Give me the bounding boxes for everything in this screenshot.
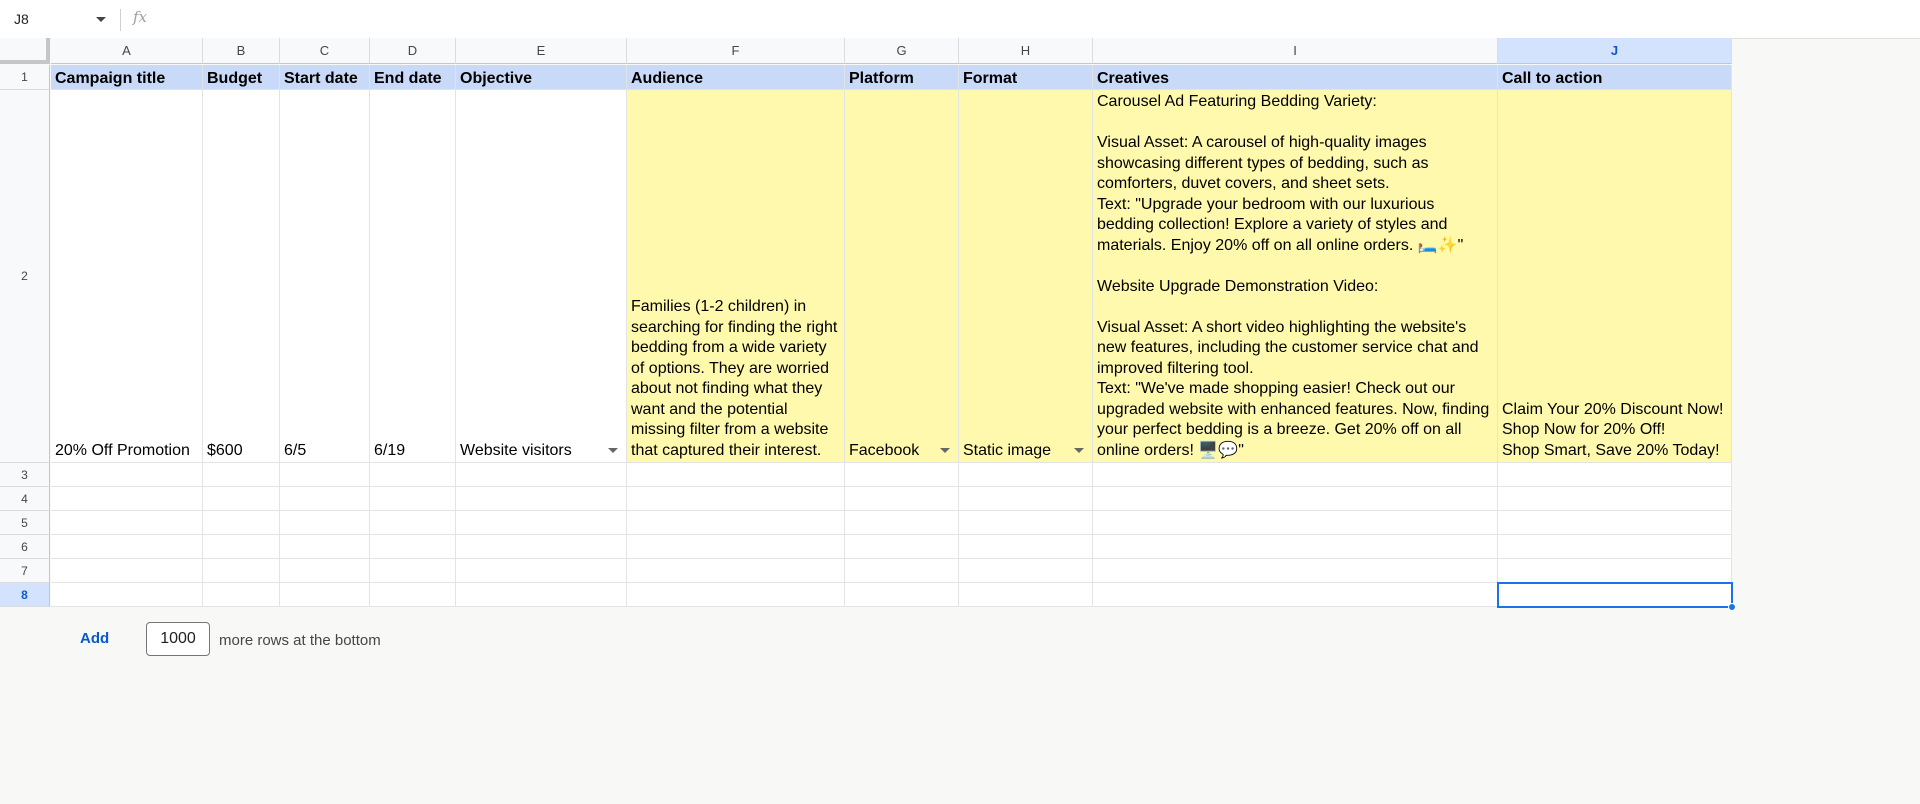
name-box-value: J8 xyxy=(14,11,29,27)
empty-cell[interactable] xyxy=(280,583,370,607)
empty-cell[interactable] xyxy=(51,535,203,559)
add-rows-button[interactable]: Add xyxy=(80,630,110,647)
header-cell-campaign-title[interactable]: Campaign title xyxy=(51,65,203,90)
header-cell-call-to-action[interactable]: Call to action xyxy=(1498,65,1732,90)
cell-start-date[interactable] xyxy=(280,90,370,463)
cell-audience-value: Families (1-2 children) in searching for finding the right bedding from a wide variety of options. They are worried about not finding what they want and the potential missing filter from a website that captured their interest. xyxy=(631,298,842,459)
empty-cell[interactable] xyxy=(370,463,456,487)
empty-cell[interactable] xyxy=(1498,511,1732,535)
empty-cell[interactable] xyxy=(456,583,627,607)
rows-count-input[interactable] xyxy=(146,622,210,656)
cell-objective[interactable] xyxy=(456,90,627,463)
column-header-i[interactable]: I xyxy=(1093,38,1498,64)
empty-cell[interactable] xyxy=(845,511,959,535)
empty-cell[interactable] xyxy=(51,559,203,583)
header-cell-objective[interactable]: Objective xyxy=(456,65,627,90)
add-rows-bar xyxy=(0,620,600,660)
row-header-4[interactable]: 4 xyxy=(0,487,50,511)
empty-cell[interactable] xyxy=(627,463,845,487)
row-header-6[interactable]: 6 xyxy=(0,535,50,559)
empty-cell[interactable] xyxy=(280,559,370,583)
header-cell-budget[interactable]: Budget xyxy=(203,65,280,90)
empty-cell[interactable] xyxy=(370,559,456,583)
empty-cell[interactable] xyxy=(845,583,959,607)
formula-bar-divider xyxy=(120,9,121,31)
chevron-down-icon[interactable] xyxy=(940,448,950,453)
cell-campaign-title-value: 20% Off Promotion xyxy=(55,441,190,459)
empty-cell[interactable] xyxy=(203,559,280,583)
column-header-b[interactable]: B xyxy=(203,38,280,64)
empty-cell[interactable] xyxy=(1093,583,1498,607)
cell-budget[interactable] xyxy=(203,90,280,463)
cell-budget-value: $600 xyxy=(207,441,243,459)
empty-cell[interactable] xyxy=(280,463,370,487)
empty-cell[interactable] xyxy=(370,487,456,511)
cell-creatives-value: Carousel Ad Featuring Bedding Variety: Visual Asset: A carousel of high-quality images showcasing different types of bedding, such as comforters, duvet covers, and sheet sets. Text: "Upgrade your bedroom with our luxurious bedding collection! Explore a variety of styles and materials. Enjoy 20% off on all online orders. 🛏️✨" Website Upgrade Demonstration Video: Visual Asset: A short video highlighting the website's new features, including the customer service chat and improved filtering tool. Text: "We've made shopping easier! Check out our upgraded website with enhanced features. Now, finding your perfect bedding is a breeze. Get 20% off on all online orders! 🖥️💬" xyxy=(1097,93,1490,459)
empty-cell[interactable] xyxy=(370,511,456,535)
empty-cell[interactable] xyxy=(456,487,627,511)
select-all-corner[interactable] xyxy=(0,38,50,64)
column-header-f[interactable]: F xyxy=(627,38,845,64)
empty-cell[interactable] xyxy=(1498,535,1732,559)
empty-cell[interactable] xyxy=(627,583,845,607)
empty-cell[interactable] xyxy=(370,583,456,607)
row-header-3[interactable]: 3 xyxy=(0,463,50,487)
row-header-2[interactable]: 2 xyxy=(0,90,50,463)
cell-end-date-value: 6/19 xyxy=(374,441,406,459)
empty-cell[interactable] xyxy=(456,463,627,487)
empty-cell[interactable] xyxy=(370,535,456,559)
header-cell-platform[interactable]: Platform xyxy=(845,65,959,90)
header-cell-creatives[interactable]: Creatives xyxy=(1093,65,1498,90)
empty-cell[interactable] xyxy=(203,583,280,607)
empty-cell[interactable] xyxy=(1498,463,1732,487)
empty-cell[interactable] xyxy=(456,535,627,559)
formula-bar xyxy=(0,0,1920,39)
column-header-a[interactable]: A xyxy=(51,38,203,64)
empty-cell[interactable] xyxy=(203,463,280,487)
column-header-c[interactable]: C xyxy=(280,38,370,64)
header-cell-audience[interactable]: Audience xyxy=(627,65,845,90)
empty-cell[interactable] xyxy=(51,463,203,487)
cell-start-date-value: 6/5 xyxy=(284,441,307,459)
chevron-down-icon[interactable] xyxy=(1074,448,1084,453)
cell-platform-value: Facebook xyxy=(849,441,920,459)
empty-cell[interactable] xyxy=(456,559,627,583)
empty-cell[interactable] xyxy=(280,535,370,559)
row-header-5[interactable]: 5 xyxy=(0,511,50,535)
cell-objective-value: Website visitors xyxy=(460,441,572,459)
empty-cell[interactable] xyxy=(959,535,1093,559)
column-header-e[interactable]: E xyxy=(456,38,627,64)
cell-platform[interactable] xyxy=(845,90,959,463)
empty-cell[interactable] xyxy=(1093,535,1498,559)
empty-cell[interactable] xyxy=(1093,487,1498,511)
row-header-8[interactable]: 8 xyxy=(0,583,50,607)
empty-cell[interactable] xyxy=(1498,487,1732,511)
empty-cell[interactable] xyxy=(51,487,203,511)
empty-cell[interactable] xyxy=(203,511,280,535)
empty-cell[interactable] xyxy=(280,487,370,511)
name-box[interactable] xyxy=(0,6,116,32)
empty-cell[interactable] xyxy=(1498,559,1732,583)
cell-campaign-title[interactable] xyxy=(51,90,203,463)
header-cell-start-date[interactable]: Start date xyxy=(280,65,370,90)
empty-cell[interactable] xyxy=(959,487,1093,511)
row-header-7[interactable]: 7 xyxy=(0,559,50,583)
cell-end-date[interactable] xyxy=(370,90,456,463)
cell-call-to-action[interactable] xyxy=(1498,90,1732,463)
cell-selection-outline xyxy=(1497,582,1733,608)
cell-call-to-action-value: Claim Your 20% Discount Now! Shop Now for 20% Off! Shop Smart, Save 20% Today! xyxy=(1502,400,1724,459)
fill-handle[interactable] xyxy=(1728,603,1736,611)
empty-cell[interactable] xyxy=(51,583,203,607)
empty-cell[interactable] xyxy=(1093,559,1498,583)
empty-cell[interactable] xyxy=(959,463,1093,487)
empty-cell[interactable] xyxy=(280,511,370,535)
header-cell-end-date[interactable]: End date xyxy=(370,65,456,90)
column-header-h[interactable]: H xyxy=(959,38,1093,64)
chevron-down-icon[interactable] xyxy=(96,17,106,22)
chevron-down-icon[interactable] xyxy=(608,448,618,453)
empty-cell[interactable] xyxy=(959,583,1093,607)
empty-cell[interactable] xyxy=(1093,511,1498,535)
empty-cell[interactable] xyxy=(627,511,845,535)
column-header-g[interactable]: G xyxy=(845,38,959,64)
spreadsheet-grid xyxy=(0,38,1920,608)
header-cell-format[interactable]: Format xyxy=(959,65,1093,90)
empty-cell[interactable] xyxy=(456,511,627,535)
cell-audience[interactable] xyxy=(627,90,845,463)
empty-cell[interactable] xyxy=(959,511,1093,535)
empty-cell[interactable] xyxy=(845,463,959,487)
empty-cell[interactable] xyxy=(51,511,203,535)
cell-format-value: Static image xyxy=(963,441,1052,459)
empty-cell[interactable] xyxy=(1093,463,1498,487)
empty-cell[interactable] xyxy=(627,487,845,511)
empty-cell[interactable] xyxy=(627,535,845,559)
empty-cell[interactable] xyxy=(845,535,959,559)
cell-creatives[interactable] xyxy=(1093,90,1498,463)
row-header-1[interactable]: 1 xyxy=(0,65,50,90)
add-rows-suffix: more rows at the bottom xyxy=(219,632,381,649)
column-header-d[interactable]: D xyxy=(370,38,456,64)
column-header-j[interactable]: J xyxy=(1498,38,1732,64)
empty-cell[interactable] xyxy=(845,559,959,583)
empty-cell[interactable] xyxy=(203,487,280,511)
fx-icon: fx xyxy=(133,8,148,26)
empty-cell[interactable] xyxy=(627,559,845,583)
empty-cell[interactable] xyxy=(845,487,959,511)
cell-format[interactable] xyxy=(959,90,1093,463)
empty-cell[interactable] xyxy=(959,559,1093,583)
empty-cell[interactable] xyxy=(203,535,280,559)
